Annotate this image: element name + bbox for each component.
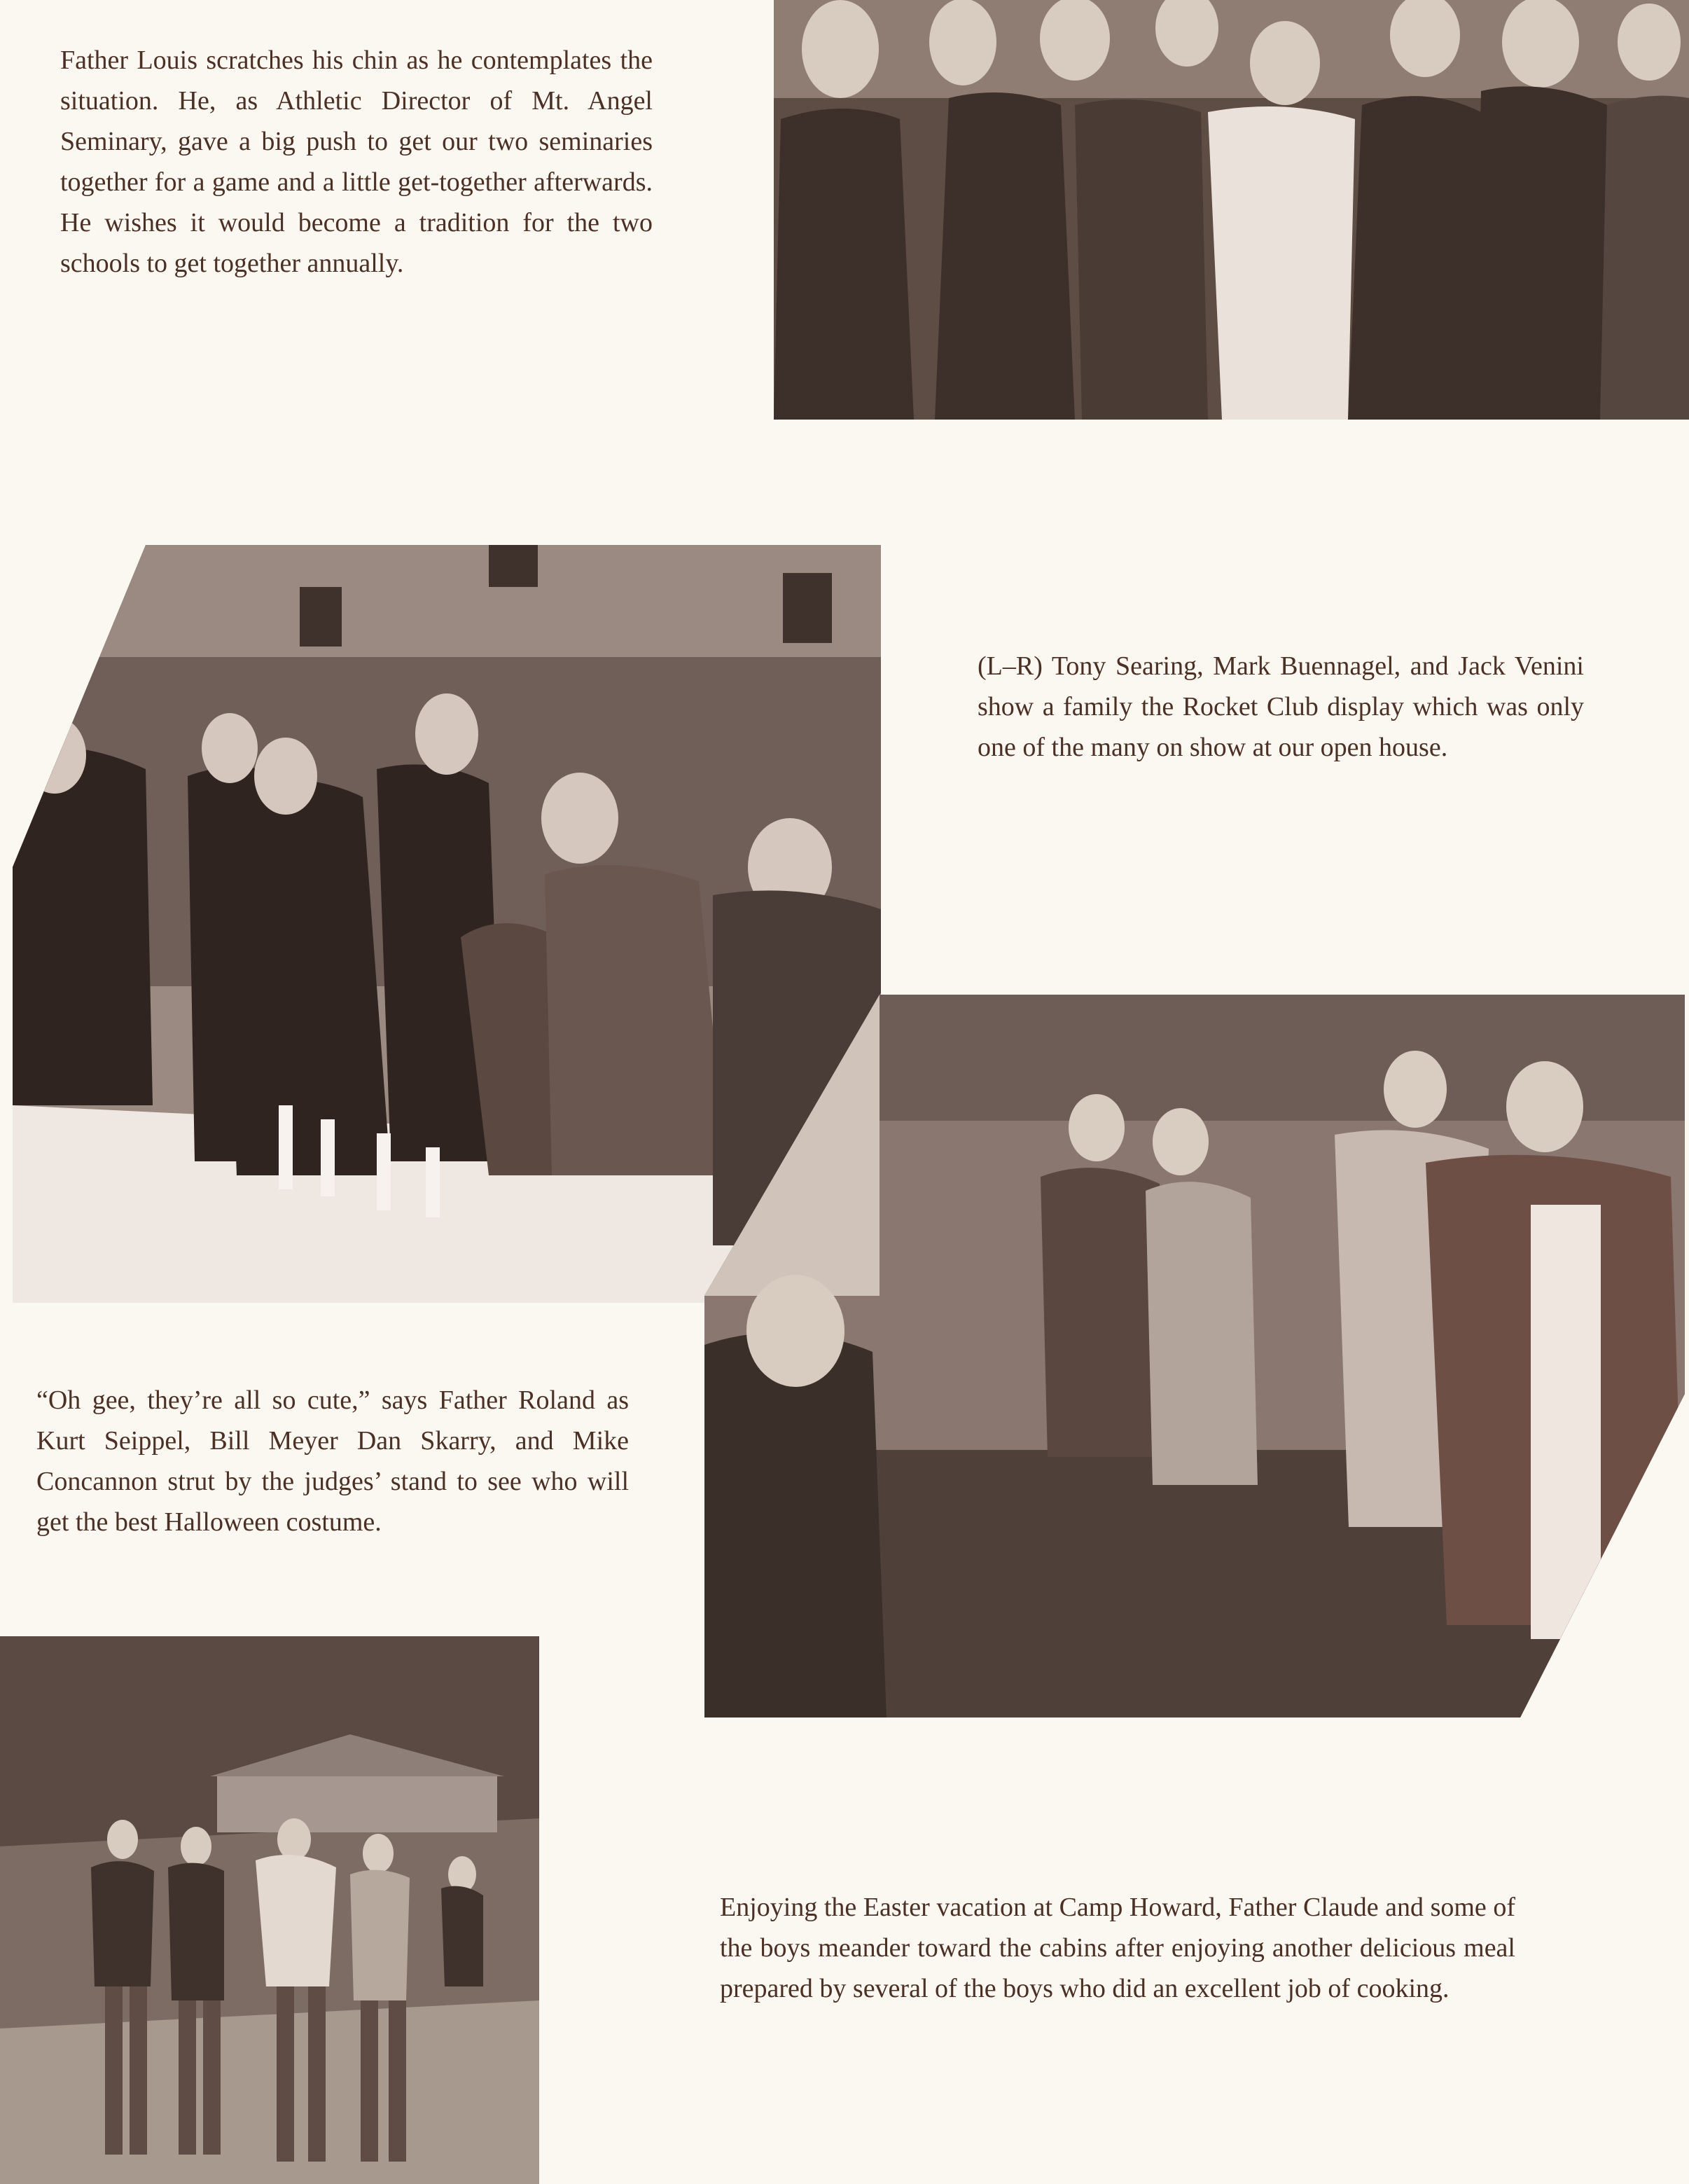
caption-camp-howard: Enjoying the Easter vacation at Camp Howard, Father Claude and some of the boys meander toward the cabins after enjoying another delicious meal prepared by several of the boys who did an excellent job of cooking. — [720, 1893, 1515, 2003]
photo-rocket-club-display — [13, 545, 881, 1303]
photo-camp-howard — [0, 1636, 539, 2184]
photo-father-louis-group — [774, 0, 1689, 420]
caption-rocket-club: (L–R) Tony Searing, Mark Buennagel, and Jack Venini show a family the Rocket Club display which was only one of the many on show at our open house. — [978, 651, 1584, 762]
photo-halloween-costumes — [704, 995, 1685, 1718]
caption-father-louis: Father Louis scratches his chin as he contemplates the situation. He, as Athletic Director of Mt. Angel Seminary, gave a big push to get our two seminaries together for a game and a little get-together afterwards. He wishes it would become a tradition for the two schools to get together annually. — [60, 46, 653, 278]
caption-halloween: “Oh gee, they’re all so cute,” says Father Roland as Kurt Seippel, Bill Meyer Dan Skarry, and Mike Concannon strut by the judges’ stand to see who will get the best Halloween costume. — [36, 1385, 629, 1537]
